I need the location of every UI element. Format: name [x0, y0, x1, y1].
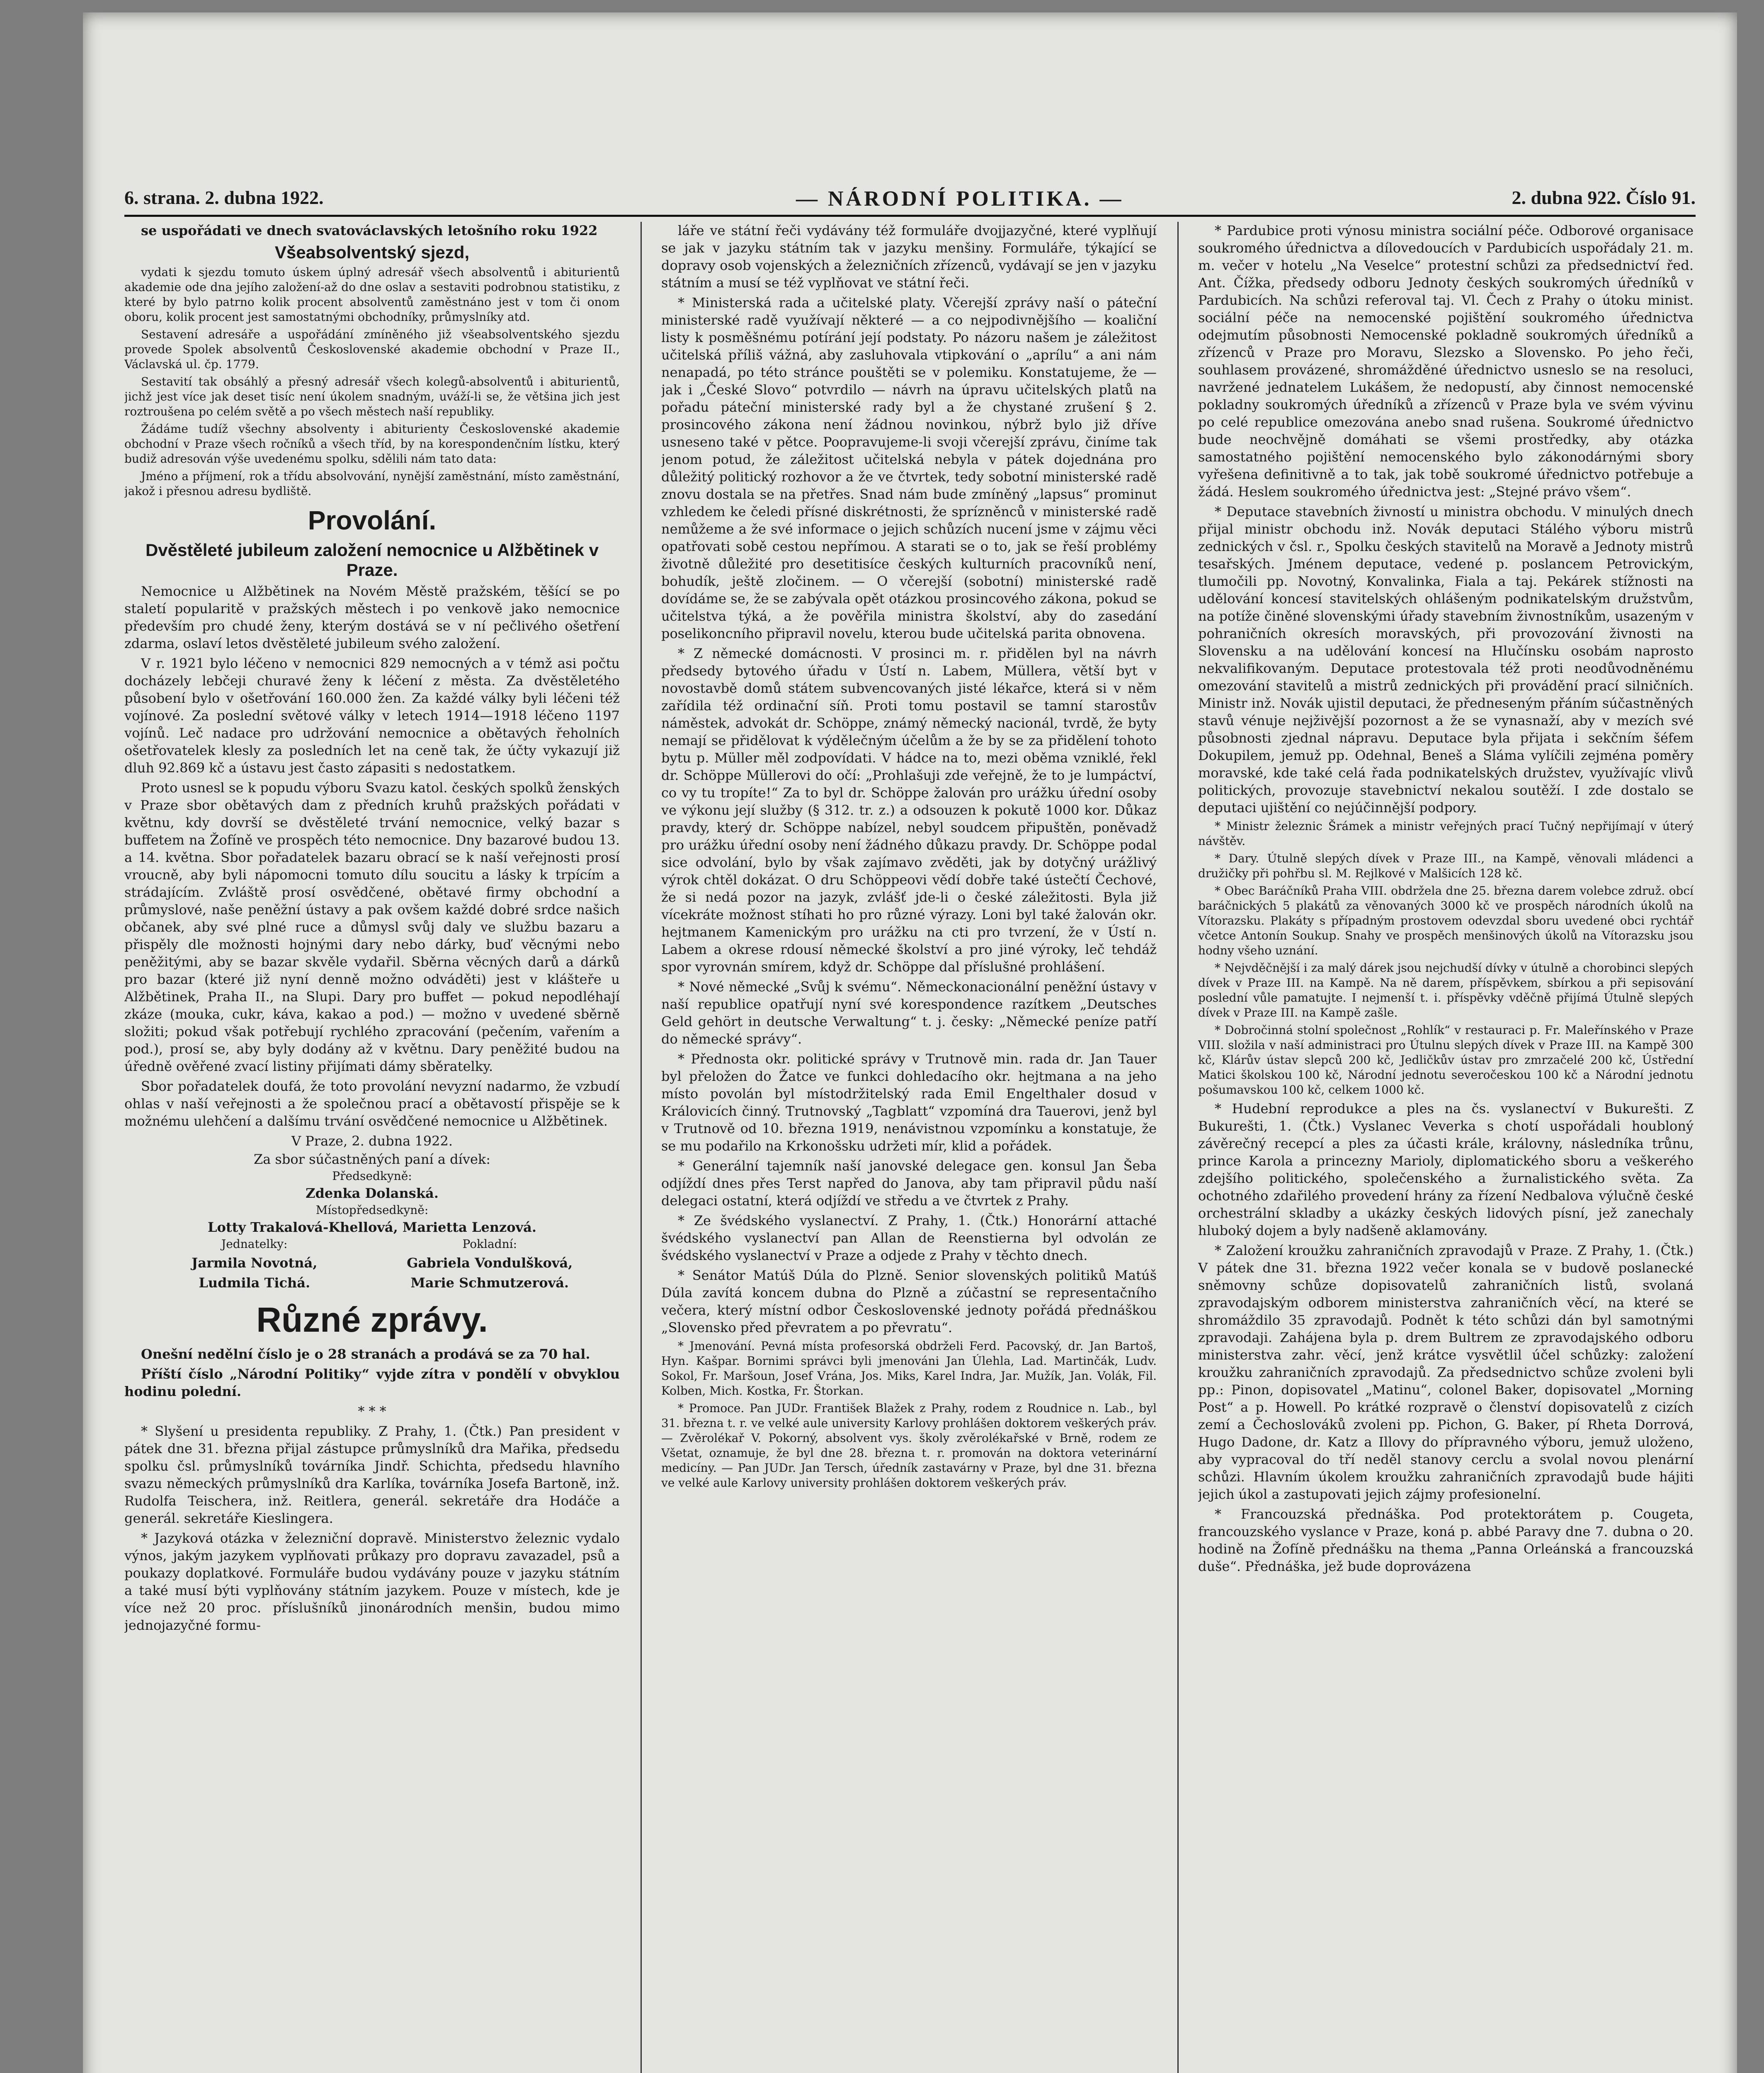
news-item: * Z německé domácnosti. V prosinci m. r. přidělen byl na návrh předsedy bytového úřadu v Ústí n. Labem, Müllera, větší byt v novostavbě domů státem subvencovaných jisté lékařce, která si v něm zařídila též ordinační síň. Proti tomu postavil se tamní starostův náměstek, advokát dr. Schöppe, známý německý nacionál, tvrdě, že byty nemají se přidělovat k výdělečným účelům a že by se za přidělení tohoto bytu p. Müller měl zodpovídati. V hádce na to, mezi oběma vzniklé, řekl dr. Schöppe Müllerovi do očí: „Prohlašuji zde veřejně, že to je lumpáctví, co vy tu tropíte!“ Za to byl dr. Schöppe žalován pro urážku úřední osoby ve výkonu její služby (§ 312. tr. z.) a odsouzen k pokutě 1000 kor. Důkaz pravdy, který dr. Schöppe nabízel, nebyl soudcem připuštěn, poněvadž pro urážku úřední osoby není žádného důkazu pravdy. Dr. Schöppe podal sice odvolání, bylo by však zajímavo zvěděti, jak by dotyčný urážlivý výrok chtěl dokázat. O dru Schöppeovi vědí dobře také ústečtí Čechové, že si nedá pozor na jazyk, zvlášť jde-li o české záležitosti. Byla již vícekráte možnost stíhati ho pro různé výrazy. Loni byl také žalován okr. hejtmanem Kamenickým pro urážku na cti pro tvrzení, že v Ústí n. Labem a okrese rdousí německé školství a pro jiné výroky, leč tehdáž spor vyrovnán smírem, když dr. Schöppe dal příslušné prohlášení. [661, 646, 1157, 975]
signatory: Ludmila Tichá. [199, 1275, 311, 1291]
news-item: * Jmenování. Pevná místa profesorská obdrželi Ferd. Pacovský, dr. Jan Bartoš, Hyn. Kašpar. Bornimi správci byli jmenováni Jan Úlehla, Lad. Martinčák, Ludv. Sokol, Fr. Maršoun, Josef Vrána, Jos. Miks, Karel Indra, Jar. Mužík, Jan. Volák, Fil. Kolben, Mich. Kostka, Fr. Štorkan. [661, 1339, 1157, 1398]
column-3 [1198, 222, 1694, 2073]
role-label: Jednatelky: [221, 1237, 288, 1251]
section-divider: * * * [358, 1403, 386, 1419]
paragraph: Jméno a příjmení, rok a třídu absolvování, nynější zaměstnání, místo zaměstnání, jakož i přesnou adresu bydliště. [124, 469, 620, 498]
paragraph: Proto usnesl se k popudu výboru Svazu katol. českých spolků ženských v Praze sbor obětavých dam z předních kruhů pražských pořádati v květnu, kdy dovrší se dvěstěleté trvání nemocnice, velký bazar s buffetem na Žofíně ve prospěch této nemocnice. Dny bazarové budou 13. a 14. května. Sbor pořadatelek bazaru obrací se k naší veřejnosti prosí vroucně, aby byli nápomocni tomuto dílu soucitu a lásky k trpícím a strádajícím. Zvláště prosí osvědčené, obětavé firmy obchodní a průmyslové, naše peněžní ústavy a pak ovšem každé dobré srdce našich občanek, aby své plné ruce a důmysl svůj daly ve službu bazaru a přispěly dle možnosti hojnými dary nebo dárky, buď věcnými nebo peněžitými, aby se bazar skvěle vydařil. Sběrna věcných darů a dárků pro bazar (které již nyní denně možno odváděti) jest v klášteře u Alžbětinek, Praha II., na Slupi. Dary pro buffet — pokud nepodléhají zkáze (mouka, cukr, káva, kakao a pod.) — možno v uvedené sběrně složiti; pokud však potřebují rychlého zpracování (pečením, vařením a pod.), prosí se, aby byly dodány až v květnu. Dary peněžité budou na úředně ověřené zvací listiny přijímati dámy sběratelky. [124, 780, 620, 1074]
sjezd-intro: se uspořádati ve dnech svatováclavských letošního roku 1922 [141, 223, 598, 238]
notice: Onešní nedělní číslo je o 28 stranách a prodává se za 70 hal. [141, 1346, 590, 1362]
role-label: Místopředsedkyně: [315, 1203, 429, 1217]
signatory: Jarmila Novotná, [192, 1255, 318, 1271]
paragraph: Nemocnice u Alžbětinek na Novém Městě pražském, těšící se po staletí popularitě v pražských městech i po venkově jako nemocnice především pro chudé ženy, kterým dostává se v ní pečlivého ošetření zdarma, oslaví letos dvěstěleté jubileum svého založení. [124, 583, 620, 651]
role-labels [124, 1237, 620, 1252]
signatory: Marie Schmutzerová. [410, 1275, 569, 1291]
header-date-right: 2. dubna 922. Číslo 91. [1512, 187, 1696, 208]
paragraph: Sestavení adresáře a uspořádání zmíněného již všeabsolventského sjezdu provede Spolek absolventů Československé akademie obchodní v Praze II., Václavská ul. čp. 1779. [124, 328, 620, 371]
section-title-ruzne: Různé zprávy. [256, 1300, 488, 1339]
header-date-left: 6. strana. 2. dubna 1922. [124, 187, 324, 208]
paragraph: Žádáme tudíž všechny absolventy i abiturienty Československé akademie obchodní v Praze všech ročníků a všech tříd, by na korespondenčním lístku, který budiž adresován výše uvedenému spolku, sdělili nám tato data: [124, 422, 620, 466]
signatory: Gabriela Vondulšková, [407, 1255, 573, 1271]
column-separator [1177, 222, 1179, 2073]
masthead: — NÁRODNÍ POLITIKA. — [796, 187, 1124, 211]
role-label: Předsedkyně: [332, 1169, 412, 1183]
news-item: * Promoce. Pan JUDr. František Blažek z Prahy, rodem z Roudnice n. Lab., byl 31. března t. r. ve velké aule university Karlovy prohlášen doktorem veškerých práv. — Zvěrolékař V. Pokorný, absolvent vys. školy zvěrolékařské v Brně, rodem ze Všetat, oznamuje, že byl dne 28. března t. r. promován na doktora veterinární medicíny. — Pan JUDr. Jan Tersch, úředník zastavárny v Praze, byl dne 31. března ve velké aule Karlovy university prohlášen doktorem veškerých práv. [661, 1401, 1157, 1490]
news-item: * Ministr železnic Šrámek a ministr veřejných prací Tučný nepřijímají v úterý návštěv. [1198, 819, 1694, 848]
news-item: * Senátor Matúš Dúla do Plzně. Senior slovenských politiků Matúš Dúla zavítá koncem dubna do Plzně a zúčastní se representačního večera, který místní odbor Československé jednoty pořádá přednáškou „Slovensko před převratem a po převratu“. [661, 1267, 1157, 1335]
news-item: * Slyšení u presidenta republiky. Z Prahy, 1. (Čtk.) Pan president v pátek dne 31. března přijal zástupce průmyslníků dra Mařika, předsedu spolku čsl. průmyslníků továrníka Jindř. Schichta, předsedu hlavního svazu německých průmyslníků dra Karlíka, továrníka Josefa Bartoně, inž. Rudolfa Teischera, inž. Reitlera, generál. sekretáře dra Hodáče a generál. sekretáře Kieslingera. [124, 1423, 620, 1526]
date-line: V Praze, 2. dubna 1922. [291, 1133, 453, 1149]
news-item: * Přednosta okr. politické správy v Trutnově min. rada dr. Jan Tauer byl přeložen do Žatce ve funkci dohledacího okr. hejtmana a na jeho místo povolán byl místodržitelský rada Emil Engelthaler dosud v Královicích činný. Trutnovský „Tagblatt“ vzpomíná dra Tauerovi, jenž byl v Trutnově od 10. března 1919, nenávistnou vzpomínku a konstatuje, že se mu podařilo na Krkonošsku udržeti mír, klid a pořádek. [661, 1051, 1157, 1154]
news-item: * Francouzská přednáška. Pod protektorátem p. Cougeta, francouzského vyslance v Praze, koná p. abbé Paravy dne 7. dubna o 20. hodině na Žofíně přednášku na thema „Panna Orleánská a francouzská duše“. Přednáška, jež bude doprovázena [1198, 1506, 1694, 1574]
news-item: * Nové německé „Svůj k svému“. Německonacionální peněžní ústavy v naší republice opatřují nyní své korespondence razítkem „Deutsches Geld gehört in deutsche Verwaltung“ t. j. česky: „Německé peníze patří do německé správy“. [661, 979, 1157, 1047]
signatory: Lotty Trakalová-Khellová, Marietta Lenzová. [207, 1219, 536, 1235]
signatories [124, 1274, 620, 1291]
news-item: * Pardubice proti výnosu ministra sociální péče. Odborové organisace soukromého úřednictva a dílovedoucích v Pardubicích uspořádaly 21. m. m. večer v hotelu „Na Veselce“ protestní schůzi za předsednictví řed. Ant. Čížka, předsedy odboru Jednoty českých soukromých úředníků v Pardubicích. Na schůzi referoval taj. Vl. Čech z Prahy o útoku minist. sociální péče na nemocenské pojištění soukromého úřednictva odejmutím působnosti Nemocenské pokladně soukromých úředníků a zřízenců v Praze pro Moravu, Slezsko a Slovensko. Po jeho řeči, souhlasem provázené, shromážděné úřednictvo usneslo se na resoluci, navržené jednatelem Lukášem, že nedopustí, aby činnost nemocenské pokladny soukromých úředníků a zřízenců v Praze byla ve svém vývinu po celé republice omezována anebo snad rušena. Soukromé úřednictvo bude neochvějně domáhati se všemi prostředky, aby otázka samostatného pojištění nemocenského bylo zákonodárnými sbory vyřešena definitivně a to tak, jak tobě soukromé úřednictvo potřebuje a žádá. Heslem soukromého úřednictva jest: „Stejné právo všem“. [1198, 223, 1694, 500]
news-item: * Generální tajemník naší janovské delegace gen. konsul Jan Šeba odjíždí dnes přes Terst napřed do Janova, aby tam připravil půdu naší delegaci ostatní, která odjíždí ve středu a ve čtvrtek z Prahy. [661, 1158, 1157, 1209]
signatory: Zdenka Dolanská. [306, 1185, 439, 1201]
header-rule [124, 215, 1696, 217]
paragraph: V r. 1921 bylo léčeno v nemocnici 829 nemocných a v témž asi počtu docházely lebčeji churavé ženy k léčení z města. Za dvěstěletého působení bylo v ošetřování 160.000 žen. Za každé války byli léčeni též vojínové. Za poslední světové války v letech 1914—1918 léčeno 1197 vojínů. Leč nadace pro udržování nemocnice a obětavých řeholních ošetřovatelek klesly za posledních let na ceně tak, že účty vykazují již dluh 92.869 kč a ústavu jest často zápasiti s nedostatkem. [124, 655, 620, 776]
paragraph: vydati k sjezdu tomuto úskem úplný adresář všech absolventů i abiturientů akademie ode dna jejího založení-až do dne oslav a sestaviti podrobnou statistiku, z které by bylo patrno kolik procent absolventů zaměstnáno jest v tom či onom oboru, kolik procent jest samostatnými obchodníky, průmyslníky atd. [124, 265, 620, 324]
column-2 [661, 222, 1157, 2073]
notice: Příští číslo „Národní Politiky“ vyjde zítra v pondělí v obvyklou hodinu polední. [124, 1366, 620, 1399]
news-item: * Nejvděčnější i za malý dárek jsou nejchudší dívky v útulně a chorobinci slepých dívek v Praze III. na Kampě. Na ně darem, příspěvkem, sbírkou a při sepisování poslední vůle pamatujte. I nejmenší t. i. příspěvky vděčně přijímá Útulně slepých dívek v Praze III. na Kampě zašle. [1198, 961, 1694, 1020]
paragraph: Sestavití tak obsáhlý a přesný adresář všech kolegů-absolventů i abiturientů, jichž jest více jak deset tisíc není úkolem snadným, uváží-li se, že většina jich jest roztroušena po celém světě a po všech městech naší republiky. [124, 375, 620, 418]
news-item: * Hudební reprodukce a ples na čs. vyslanectví v Bukurešti. Z Bukurešti, 1. (Čtk.) Vyslanec Veverka s chotí uspořádali houbloný závěrečný recepcí a ples za účasti krále, královny, následníka trůnu, prince Karola a princezny Marioly, diplomatického sboru a veškerého zdejšího politického, společenského a žurnalistického světa. Za ochotného zdařilého provedení hrány za řízení Nedbalova výlučně české orchestrální skladby a ukázky českých lidových písní, jež zanechaly hluboký dojem a byly nadšeně aklamovány. [1198, 1101, 1694, 1238]
news-item: * Dobročinná stolní společnost „Rohlík“ v restauraci p. Fr. Maleřínského v Praze VIII. složila v naší administraci pro Útulnu slepých dívek v Praze III. na Kampě 300 kč, Klárův ústav slepců 200 kč, Jedličkův ústav pro zmrzačelé 200 kč, Ústřední Matici školskou 100 kč, Národní jednotu severočeskou 100 kč a Národní jednotu pošumavskou 100 kč, celkem 1000 kč. [1198, 1023, 1694, 1097]
page-header [124, 187, 1696, 211]
news-item: * Jazyková otázka v železniční dopravě. Ministerstvo železnic vydalo výnos, jakým jazykem vyplňovati průkazy pro dopravu zavazadel, psů a poukazy doplatkové. Formuláře budou vydávány pouze v jazyku státním a také musí býti vyplňovány státním jazykem. Pouze v místech, kde je více než 20 proc. příslušníků jinonárodních menšin, budou mimo jednojazyčné formu- [124, 1530, 620, 1633]
news-item: * Deputace stavebních živností u ministra obchodu. V minulých dnech přijal ministr obchodu inž. Novák deputaci Stálého výboru mistrů zednických v čsl. r., Spolku českých stavitelů na Moravě a Jednoty mistrů tesařských. Jménem deputace, vedené p. poslancem Petrovickým, tlumočili pp. Novotný, Konvalinka, Fiala a taj. Pekárek stížnosti na udělování koncesí stavitelských ohlášeným podnikatelským družstvům, na potíže činěné slovenskými úřady stavebním živnostníkům, usazeným v pohraničních okresích moravských, při provozování živnosti na Slovensku a na udělování koncesí na Hlučínsku osobám naprosto nekvalifikovaným. Deputace protestovala též proti neodůvodněnému omezování stavitelů a mistrů zednických při provádění prací silničních. Ministr inž. Novák ujistil deputaci, že předneseným přáním súčastněných stavů vénuje nejživější pozornost a že se vynasnaží, aby v mezích své působnosti zjednal nápravu. Deputace byla přijata i sekčním šéfem Dokupilem, jemuž pp. Odehnal, Beneš a Sláma vylíčili zejména poměry moravské, kde také celá řada podnikatelských družstev, využívajíc vlivů politických, provozuje stavebnictví nekalou soutěží. I zde dostalo se deputaci ujištění co nejúčinnější podpory. [1198, 504, 1694, 816]
column-separator [641, 222, 642, 2073]
news-item: * Ministerská rada a učitelské platy. Včerejší zprávy naší o páteční ministerské radě využívají některé — a co nejpodivnějšího — koaliční listy k posměšnému potírání její podstaty. Po názoru našem je záležitost učitelská příliš vážná, aby zasluhovala vtipkování o „aprílu“ a ani nám nenapadá, po této stránce pouštěti se v polemiku. Konstatujeme, že — jak i „České Slovo“ potvrdilo — návrh na úpravu učitelských platů na pořadu páteční ministerské rady byl a že chystané zrušení § 2. prosincového zákona není žádnou novinkou, nýbrž bylo již dříve usneseno také v pětce. Poopravujeme-li svoji včerejší zprávu, činíme tak jenom potud, že záležitost učitelská nebyla v pátek dojednána pro důležitý politický rozhovor a že ve čtvrtek, tedy sobotní ministerské radě znovu dostala se na přetřes. Snad nám bude zmíněný „lapsus“ prominut vzhledem ke čeledi přísné diskrétnosti, že sprízněnců v ministerské radě nemůžeme a že své informace o jejich schůzích nucení jsme v zájmu věci opatřovati sobě cestou nepřímou. A starati se o to, jak se řeší problémy životně důležité pro desetitisíce českých kulturních pracovníků není, bohudík, ještě zločinem. — O včerejší (sobotní) ministerské radě dovídáme se, že se zabývala opět otázkou prosincového zákona, pokud se učitelstva týká, a že pověřila ministra školství, aby do zasedání poselikoncního připravil novelu, kterou bude učitelská parita obnovena. [661, 295, 1157, 641]
article-subtitle: Dvěstěleté jubileum založení nemocnice u Alžbětinek v Praze. [145, 540, 599, 580]
signatories [124, 1254, 620, 1272]
news-item: láře ve státní řeči vydávány též formuláře dvojjazyčné, které vyplňují se jak v jazyku státním tak v jazyku menšiny. Formuláře, týkající se dopravy osob vojenských a železničních zřízenců, vydávají se jen v jazyku státním a musí se též vyplňovat ve státní řeči. [661, 223, 1157, 291]
news-item: * Obec Baráčníků Praha VIII. obdržela dne 25. března darem volebce združ. obcí baráčnických 5 plakátů za věnovaných 3000 kč ve prospěch národních úkolů na Vítorazsku. Plakáty s případným prostovem odevzdal sboru uvedené obci rychtář včetce Antonín Soukup. Snahy ve prospěch menšinových úkolů na Vítorazsku jsou hodny všeho uznání. [1198, 884, 1694, 957]
article-title-provolani: Provolání. [308, 505, 437, 535]
news-item: * Dary. Útulně slepých dívek v Praze III., na Kampě, věnovali mládenci a družičky při pohřbu sl. M. Rejlkové v Malšicích 128 kč. [1198, 852, 1694, 880]
news-item: * Ze švédského vyslanectví. Z Prahy, 1. (Čtk.) Honorární attaché švédského vyslanectví pan Allan de Reenstierna byl odvolán ze švédského vyslanectví v Praze a odjede z Prahy v těchto dnech. [661, 1213, 1157, 1263]
news-item: * Založení kroužku zahraničních zpravodajů v Praze. Z Prahy, 1. (Čtk.) V pátek dne 31. března 1922 večer konala se v budově poslanecké sněmovny schůze dopisovatelů zahraničních listů, svolaná zpravodajským odborem ministerstva zahraničních věcí, na které se shromáždilo 35 zpravodajů. Podnět k této schůzi dán byl samotnými zpravodaji. Zahájena byla p. drem Bultrem ze zpravodajského odboru ministerstva zahr. věcí, jenž krátce vysvětlil účel schůzky: založení kroužku zahraničních zpravodajů. Za předsednictvo schůze zvoleni byli pp.: Pinon, dopisovatel „Matinu“, colonel Baker, dopisovatel „Morning Post“ a p. Howell. Po krátké rozpravě o členství dopisovatelů z cizích zemí a Čechoslováků zvoleni pp. Pichon, G. Baker, pí Rheta Dorrová, Hugo Dadone, dr. Katz a Illovy do přípravného výboru, jemuž uloženo, aby vypracoval do tří neděl stanovy cerclu a svolal novou plenární schůzi. Hlavním úkolem kroužku zahraničních zpravodajů bude hájiti jejich úkol a zastupovati jejich zájmy profesionelní. [1198, 1243, 1694, 1502]
article-title-sjezd: Všeabsolventský sjezd, [274, 243, 470, 262]
newspaper-page [83, 12, 1737, 2073]
paragraph: Sbor pořadatelek doufá, že toto provolání nevyzní nadarmo, že vzbudí ohlas v naší veřejnosti a že společnou prací a obětavostí přispěje se k možnému ulehčení a dalšímu trvání osvědčené nemocnice u Alžbětinek. [124, 1078, 620, 1129]
signature-intro: Za sbor súčastněných paní a dívek: [253, 1151, 491, 1167]
column-1 [124, 222, 620, 2073]
role-label: Pokladní: [462, 1237, 517, 1251]
